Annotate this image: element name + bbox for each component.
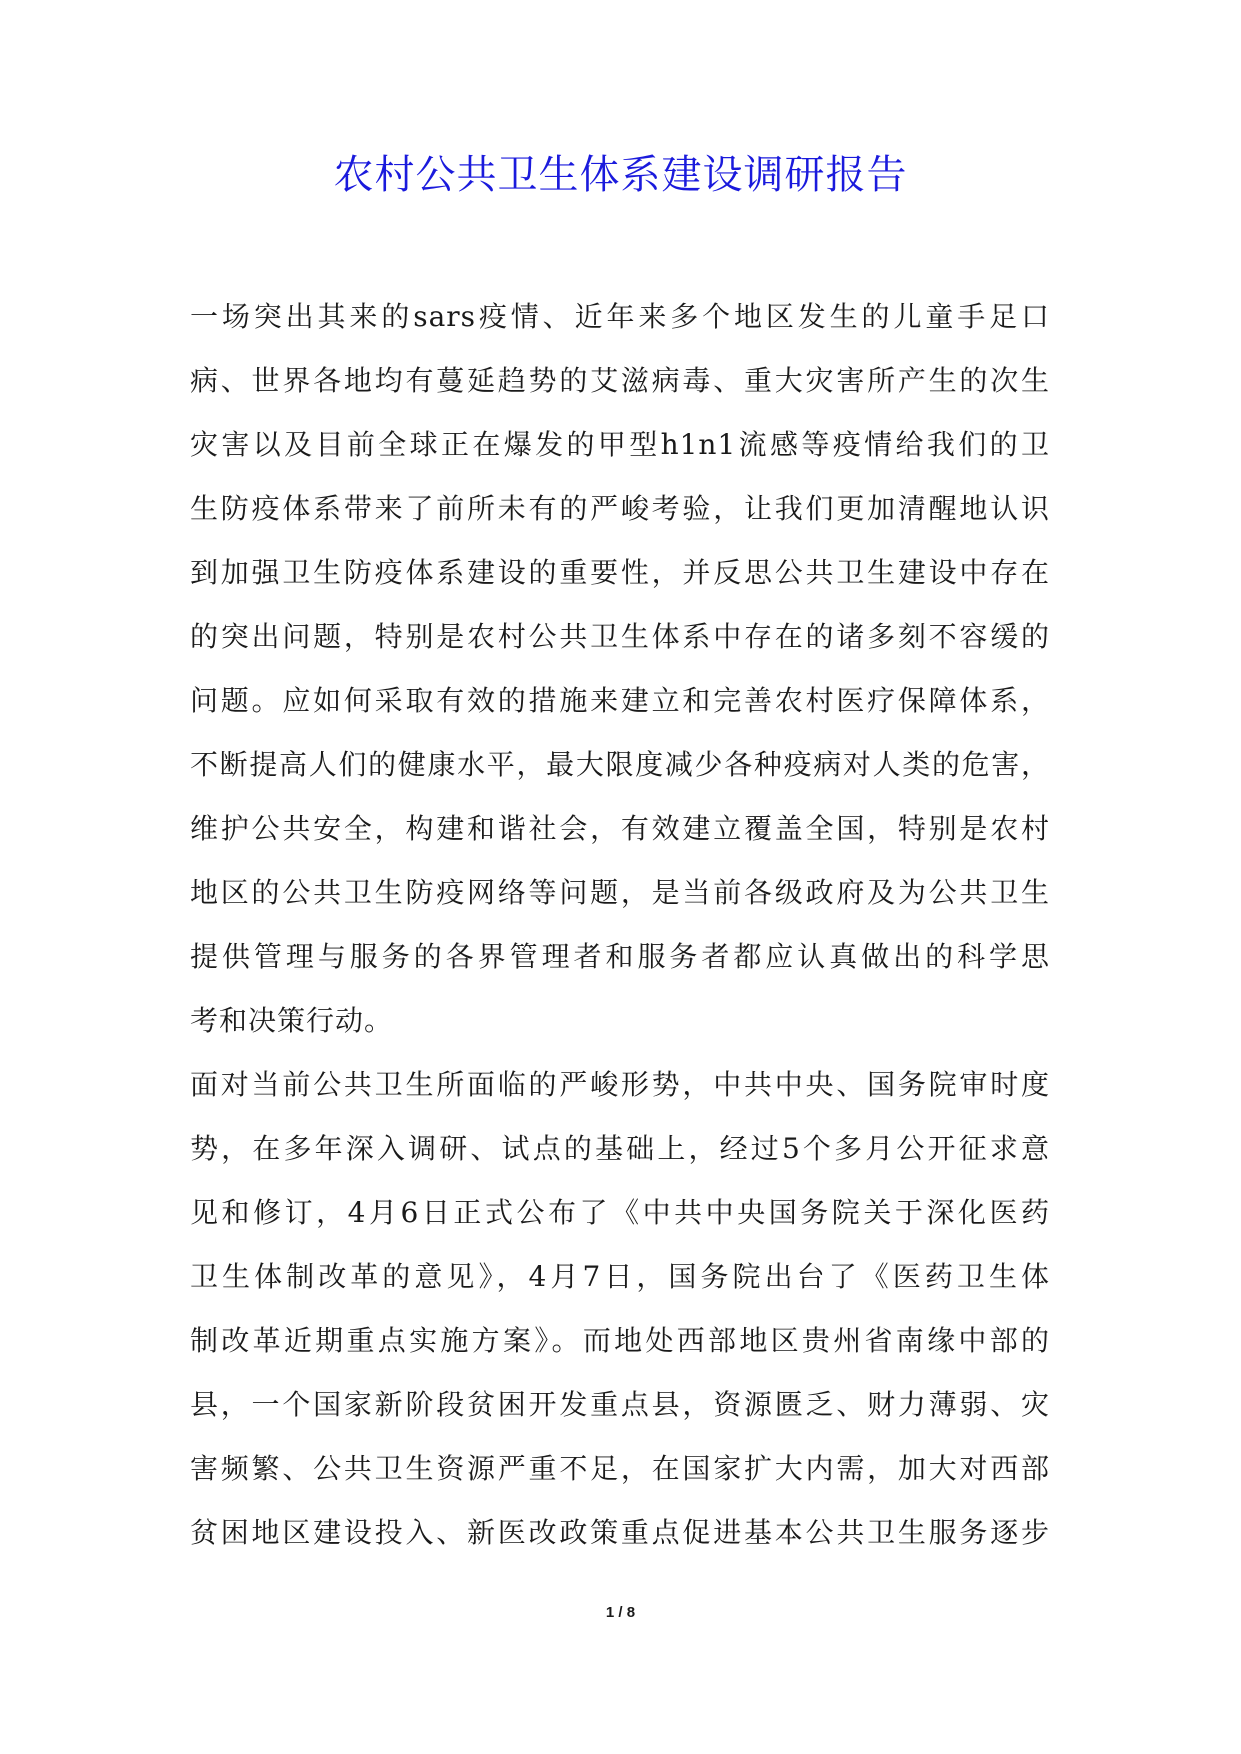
paragraph-1-line-6: 的突出问题，特别是农村公共卫生体系中存在的诸多刻不容缓的 — [190, 620, 1050, 653]
paragraph-2-line-5: 制改革近期重点实施方案》。而地处西部地区贵州省南缘中部的 — [190, 1324, 1050, 1357]
paragraph-2-line-1: 面对当前公共卫生所面临的严峻形势，中共中央、国务院审时度 — [190, 1068, 1050, 1101]
paragraph-1-line-9: 维护公共安全，构建和谐社会，有效建立覆盖全国，特别是农村 — [190, 812, 1050, 845]
paragraph-1-line-12: 考和决策行动。 — [190, 1004, 394, 1037]
paragraph-1-line-2: 病、世界各地均有蔓延趋势的艾滋病毒、重大灾害所产生的次生 — [190, 364, 1050, 397]
paragraph-2-line-3: 见和修订，4月6日正式公布了《中共中央国务院关于深化医药 — [190, 1196, 1050, 1229]
paragraph-1-line-1: 一场突出其来的sars疫情、近年来多个地区发生的儿童手足口 — [190, 300, 1050, 333]
paragraph-1-line-5: 到加强卫生防疫体系建设的重要性，并反思公共卫生建设中存在 — [190, 556, 1050, 589]
document-title: 农村公共卫生体系建设调研报告 — [333, 152, 908, 198]
paragraph-2-line-6: 县，一个国家新阶段贫困开发重点县，资源匮乏、财力薄弱、灾 — [190, 1388, 1050, 1421]
paragraph-2-line-8: 贫困地区建设投入、新医改政策重点促进基本公共卫生服务逐步 — [190, 1516, 1050, 1549]
paragraph-1-line-3: 灾害以及目前全球正在爆发的甲型h1n1流感等疫情给我们的卫 — [190, 428, 1050, 461]
page-number: 1 / 8 — [605, 1604, 636, 1621]
paragraph-1-line-11: 提供管理与服务的各界管理者和服务者都应认真做出的科学思 — [190, 940, 1050, 973]
paragraph-1-line-10: 地区的公共卫生防疫网络等问题，是当前各级政府及为公共卫生 — [190, 876, 1050, 909]
document-body — [190, 285, 1050, 1565]
paragraph-2-line-7: 害频繁、公共卫生资源严重不足，在国家扩大内需，加大对西部 — [190, 1452, 1050, 1485]
paragraph-1-line-8: 不断提高人们的健康水平，最大限度减少各种疫病对人类的危害， — [190, 748, 1050, 781]
paragraph-2-line-2: 势，在多年深入调研、试点的基础上，经过5个多月公开征求意 — [190, 1132, 1050, 1165]
paragraph-1-line-4: 生防疫体系带来了前所未有的严峻考验，让我们更加清醒地认识 — [190, 492, 1050, 525]
paragraph-2-line-4: 卫生体制改革的意见》，4月7日，国务院出台了《医药卫生体 — [190, 1260, 1050, 1293]
paragraph-1-line-7: 问题。应如何采取有效的措施来建立和完善农村医疗保障体系， — [190, 684, 1050, 717]
